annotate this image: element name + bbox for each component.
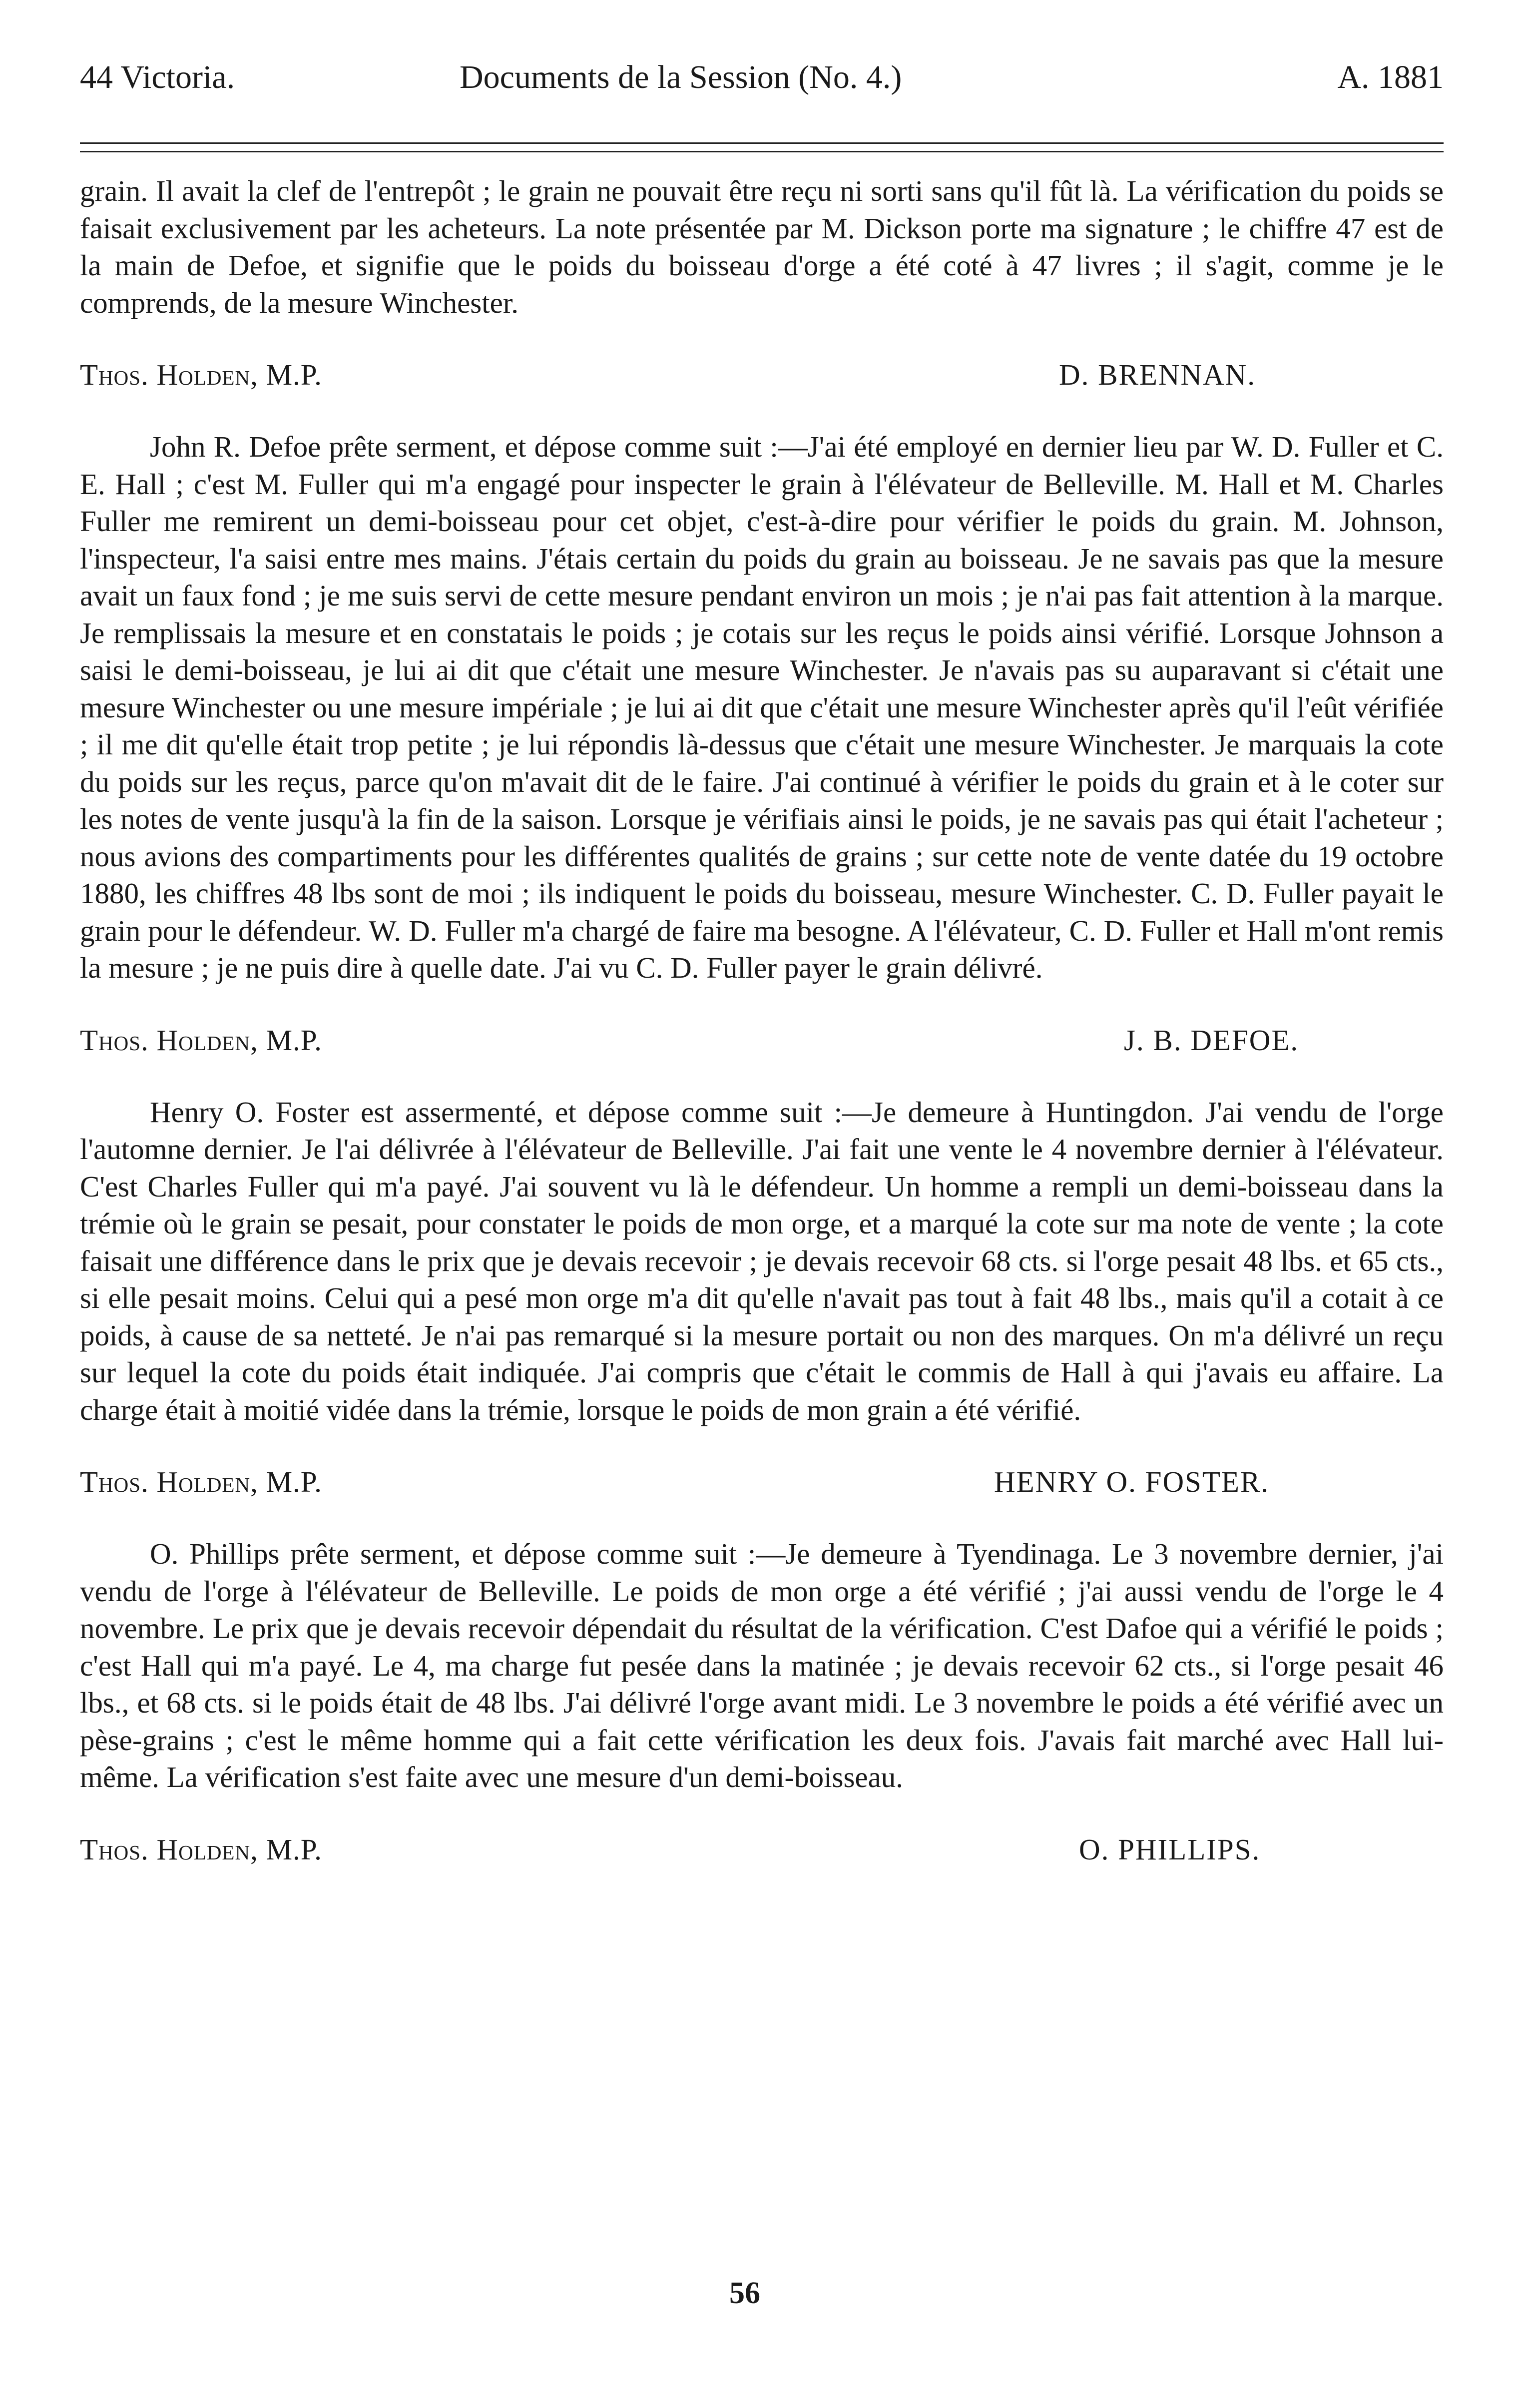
paragraph-foster-testimony: Henry O. Foster est assermenté, et dépose comme suit :—Je demeure à Huntingdon. J'ai vendu de l'orge l'automne dernier. Je l'ai délivrée à l'élévateur de Belleville. J'ai fait une vente le 4 novembre dernier à l'élévateur. C'est Charles Fuller qui m'a payé. J'ai souvent vu là le défendeur. Un homme a rempli un demi-boisseau dans la trémie où le grain se pesait, pour constater le poids de mon orge, et a marqué la cote sur ma note de vente ; la cote faisait une différence dans le prix que je devais recevoir ; je devais recevoir 68 cts. si l'orge pesait 48 lbs. et 65 cts., si elle pesait moins. Celui qui a pesé mon orge m'a dit qu'elle n'avait pas tout à fait 48 lbs., mais qu'il a cotait à ce poids, à cause de sa netteté. Je n'ai pas remarqué si la mesure portait ou non des marques. On m'a délivré un reçu sur lequel la cote du poids était indiquée. J'ai compris que c'était le commis de Hall à qui j'avais eu affaire. La charge était à moitié vidée dans la trémie, lorsque le poids de mon grain a été vérifié.	[80, 1095, 1444, 1426]
signature-line	[80, 1022, 1444, 1059]
signature-line	[80, 1463, 1444, 1500]
signature-deponent: D. BRENNAN.	[1059, 358, 1256, 391]
signature-deponent: HENRY O. FOSTER.	[994, 1465, 1270, 1498]
signature-line	[80, 356, 1444, 393]
header-double-rule	[80, 142, 1444, 152]
signature-witness: Thos. Holden, M.P.	[80, 1465, 322, 1498]
running-header	[80, 47, 1444, 107]
page-number: 56	[729, 2276, 760, 2310]
signature-witness: Thos. Holden, M.P.	[80, 358, 322, 391]
signature-witness: Thos. Holden, M.P.	[80, 1832, 322, 1866]
signature-line	[80, 1831, 1444, 1868]
document-page	[80, 47, 1444, 1903]
header-volume: 44 Victoria.	[80, 59, 235, 95]
paragraph-phillips-testimony: O. Phillips prête serment, et dépose comme suit :—Je demeure à Tyendinaga. Le 3 novembre dernier, j'ai vendu de l'orge à l'élévateur de Belleville. Le poids de mon orge a été vérifié ; j'ai aussi vendu de l'orge le 4 novembre. Le prix que je devais recevoir dépendait du résultat de la vérification. C'est Dafoe qui a vérifié le poids ; c'est Hall qui m'a payé. Le 4, ma charge fut pesée dans la matinée ; je devais recevoir 62 cts., si l'orge pesait 46 lbs., et 68 cts. si le poids était de 48 lbs. J'ai délivré l'orge avant midi. Le 3 novembre le poids a été vérifié avec un pèse-grains ; c'est le même homme qui a fait cette vérification les deux fois. J'avais fait marché avec Hall lui-même. La vérification s'est faite avec une mesure d'un demi-boisseau.	[80, 1537, 1444, 1794]
header-year: A. 1881	[1337, 59, 1444, 95]
signature-deponent: J. B. DEFOE.	[1124, 1023, 1299, 1057]
paragraph-defoe-testimony: John R. Defoe prête serment, et dépose comme suit :—J'ai été employé en dernier lieu par W. D. Fuller et C. E. Hall ; c'est M. Fuller qui m'a engagé pour inspecter le grain à l'élévateur de Belleville. M. Hall et M. Charles Fuller me remirent un demi-boisseau pour cet objet, c'est-à-dire pour vérifier le poids du grain. M. Johnson, l'inspecteur, l'a saisi entre mes mains. J'étais certain du poids du grain au boisseau. Je ne savais pas que la mesure avait un faux fond ; je me suis servi de cette mesure pendant environ un mois ; je n'ai pas fait attention à la marque. Je remplissais la mesure et en constatais le poids ; je cotais sur les reçus le poids ainsi vérifié. Lorsque Johnson a saisi le demi-boisseau, je lui ai dit que c'était une mesure Winchester. Je n'avais pas su auparavant si c'était une mesure Winchester ou une mesure impériale ; je lui ai dit que c'était une mesure Winchester après qu'il l'eût vérifiée ; il me dit qu'elle était trop petite ; je lui répondis là-dessus que c'était une mesure Winchester. Je marquais la cote du poids sur les reçus, parce qu'on m'avait dit de le faire. J'ai continué à vérifier le poids du grain et à le coter sur les notes de vente jusqu'à la fin de la saison. Lorsque je vérifiais ainsi le poids, je ne savais pas qui était l'acheteur ; nous avions des compartiments pour les différentes qualités de grains ; sur cette note de vente datée du 19 octobre 1880, les chiffres 48 lbs sont de moi ; ils indiquent le poids du boisseau, mesure Winchester. C. D. Fuller payait le grain pour le défendeur. W. D. Fuller m'a chargé de faire ma besogne. A l'élévateur, C. D. Fuller et Hall m'ont remis la mesure ; je ne puis dire à quelle date. J'ai vu C. D. Fuller payer le grain délivré.	[80, 430, 1444, 984]
signature-witness: Thos. Holden, M.P.	[80, 1023, 322, 1057]
paragraph-brennan-testimony: grain. Il avait la clef de l'entrepôt ; le grain ne pouvait être reçu ni sorti sans qu'il fût là. La vérification du poids se faisait exclusivement par les acheteurs. La note présentée par M. Dickson porte ma signature ; le chiffre 47 est de la main de Defoe, et signifie que le poids du boisseau d'orge a été coté à 47 livres ; il s'agit, comme je le comprends, de la mesure Winchester.	[80, 174, 1444, 319]
document-body	[80, 172, 1444, 1868]
signature-deponent: O. PHILLIPS.	[1079, 1832, 1261, 1866]
header-title: Documents de la Session (No. 4.)	[460, 59, 902, 95]
